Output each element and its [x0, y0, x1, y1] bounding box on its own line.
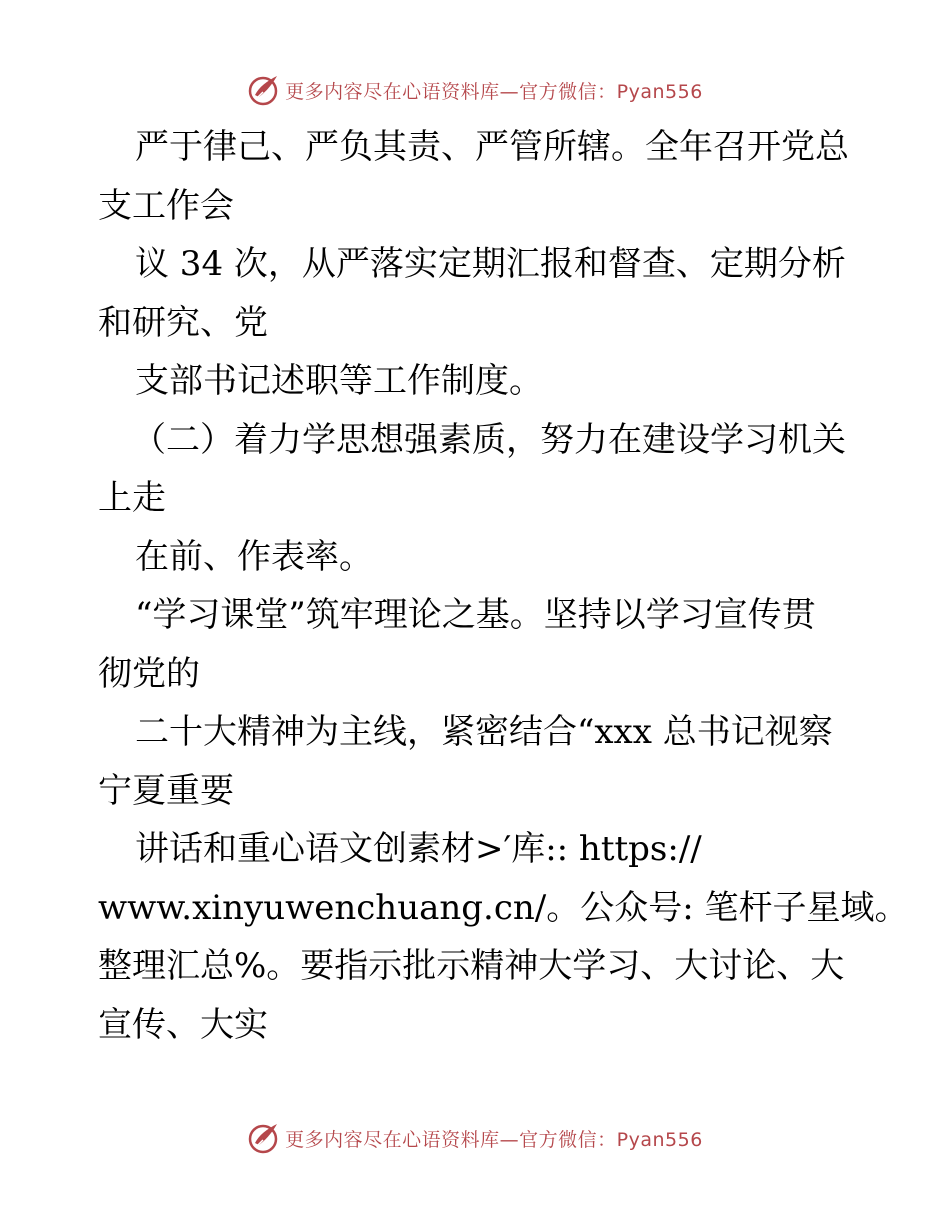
- text-line-13: 讲话和重心语文创素材>′库:: https://: [135, 829, 702, 869]
- header-banner: [0, 70, 950, 110]
- text-line-1: 严于律己、严负其责、严管所辖。全年召开党总: [135, 127, 849, 167]
- footer-banner-text: 更多内容尽在心语资料库—官方微信：Pyan556: [285, 1128, 703, 1151]
- text-line-2: 支工作会: [98, 185, 234, 226]
- text-line-14: www.xinyuwenchuang.cn/。公众号: 笔杆子星域。: [98, 887, 909, 928]
- text-line-11: 二十大精神为主线，紧密结合“xxx 总书记视察: [135, 712, 833, 752]
- quill-pen-logo-icon: [247, 1121, 281, 1155]
- text-line-15: 整理汇总%。要指示批示精神大学习、大讨论、大: [98, 946, 845, 986]
- text-line-6: （二）着力学思想强素质，努力在建设学习机关: [132, 419, 846, 460]
- text-line-8: 在前、作表率。: [135, 536, 373, 577]
- text-line-5: 支部书记述职等工作制度。: [135, 361, 543, 401]
- text-line-9: “学习课堂”筑牢理论之基。坚持以学习宣传贯: [135, 595, 816, 635]
- text-line-4: 和研究、党: [98, 302, 268, 343]
- footer-banner: [0, 1118, 950, 1158]
- text-line-7: 上走: [98, 478, 166, 518]
- text-line-10: 彻党的: [98, 653, 200, 694]
- header-banner-text: 更多内容尽在心语资料库—官方微信：Pyan556: [285, 80, 703, 103]
- quill-pen-logo-icon: [247, 73, 281, 107]
- text-line-12: 宁夏重要: [98, 770, 234, 811]
- text-line-16: 宣传、大实: [98, 1004, 268, 1045]
- text-line-3: 议 34 次，从严落实定期汇报和督查、定期分析: [135, 244, 846, 284]
- document-body: [98, 118, 909, 1054]
